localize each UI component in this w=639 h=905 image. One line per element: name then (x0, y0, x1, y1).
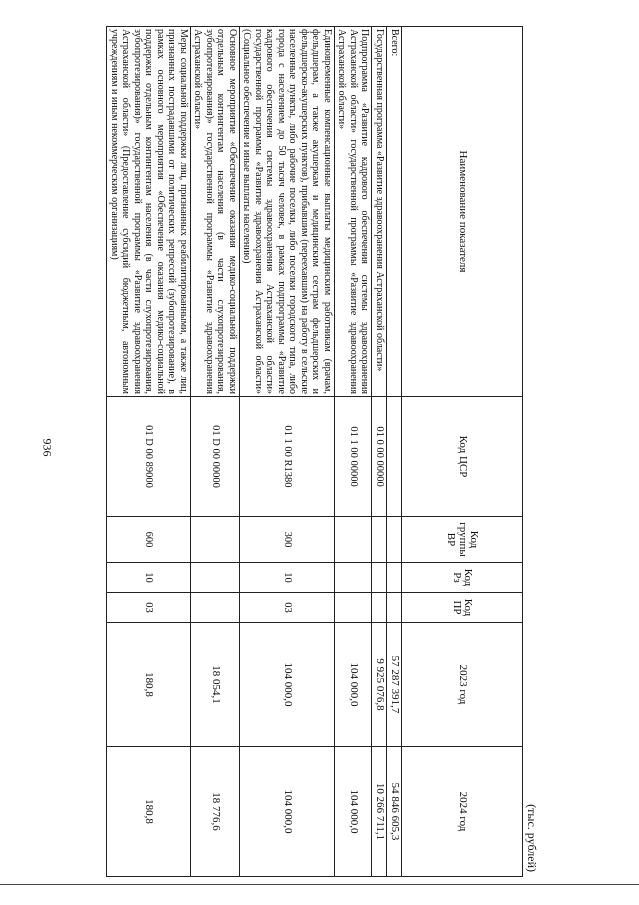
row-name: Меры социальной поддержки лиц, признанных реабилитированными, а также лиц, признанных пострадавшими от политических репрессий (зубопротезирование), в рамках основного мероприятия «Обеспечение оказания медико-социальной поддержки отдельным контингентам населения (в части слухопротезирования, зубопротезирования)» государственной программы «Развитие здравоохранения Астраханской области» (Предоставление субсидий бюджетным, автономным учреждениям и иным некоммерческим организациям) (107, 27, 191, 397)
row-vr: 300 (240, 517, 335, 563)
row-2023: 9 925 076,8 (372, 623, 387, 747)
row-vr (191, 517, 240, 563)
row-vr (372, 517, 387, 563)
row-name: Государственная программа «Развитие здравоохранения Астраханской области» (372, 27, 387, 397)
table-row (191, 27, 240, 877)
table-row (372, 27, 387, 877)
row-rz (191, 563, 240, 593)
row-csr: 01 0 00 00000 (372, 397, 387, 517)
header-name: Наименование показателя (402, 27, 523, 397)
row-2024: 10 266 711,1 (372, 747, 387, 877)
row-csr: 01 1 00 R1380 (240, 397, 335, 517)
row-rz: 10 (240, 563, 335, 593)
row-rz (335, 563, 373, 593)
row-vr: 600 (107, 517, 191, 563)
rotated-page-content (85, 26, 545, 876)
row-2023: 57 287 391,7 (387, 623, 402, 747)
units-note: (тыс. рублей) (525, 804, 539, 872)
row-2024: 54 846 605,3 (387, 747, 402, 877)
header-2024: 2024 год (402, 747, 523, 877)
row-2023: 18 054,1 (191, 623, 240, 747)
row-pr: 03 (240, 593, 335, 623)
row-vr (387, 517, 402, 563)
row-pr: 03 (107, 593, 191, 623)
row-2024: 104 000,0 (335, 747, 373, 877)
row-rz (372, 563, 387, 593)
row-2024: 18 776,6 (191, 747, 240, 877)
row-rz (387, 563, 402, 593)
header-csr: Код ЦСР (402, 397, 523, 517)
row-2024: 180,8 (107, 747, 191, 877)
row-name: Всего: (387, 27, 402, 397)
header-rz: Код Рз (402, 563, 523, 593)
table-row (387, 27, 402, 877)
table-header-row (402, 27, 523, 877)
row-2023: 104 000,0 (240, 623, 335, 747)
row-pr (372, 593, 387, 623)
row-csr: 01 D 00 89000 (107, 397, 191, 517)
row-2023: 180,8 (107, 623, 191, 747)
table-row (107, 27, 191, 877)
table-row (335, 27, 373, 877)
header-vr: Код группы ВР (402, 517, 523, 563)
row-name: Подпрограмма «Развитие кадрового обеспечения системы здравоохранения Астраханской области» государственной программы «Развитие здравоохранения Астраханской области» (335, 27, 373, 397)
row-csr (387, 397, 402, 517)
footer-divider (0, 884, 639, 885)
page-number: 936 (40, 438, 55, 457)
row-csr: 01 D 00 00000 (191, 397, 240, 517)
row-2024: 104 000,0 (240, 747, 335, 877)
row-vr (335, 517, 373, 563)
row-pr (335, 593, 373, 623)
budget-table (107, 26, 524, 877)
header-pr: Код ПР (402, 593, 523, 623)
row-name: Единовременные компенсационные выплаты медицинским работникам (врачам, фельдшерам, а также акушеркам и медицинским сестрам фельдшерских и фельдшерско-акушерских пунктов), прибывшим (переехавшим) на работу в сельские населенные пункты, либо рабочие поселки, либо поселки городского типа, либо города с населением до 50 тысяч человек, в рамках подпрограммы «Развитие кадрового обеспечения системы здравоохранения Астраханской области» государственной программы «Развитие здравоохранения Астраханской области» (Социальное обеспечение и иные выплаты населению) (240, 27, 335, 397)
row-2023: 104 000,0 (335, 623, 373, 747)
row-pr (387, 593, 402, 623)
header-2023: 2023 год (402, 623, 523, 747)
row-rz: 10 (107, 563, 191, 593)
table-row (240, 27, 335, 877)
row-pr (191, 593, 240, 623)
row-csr: 01 1 00 00000 (335, 397, 373, 517)
row-name: Основное мероприятие «Обеспечение оказания медико-социальной поддержки отдельным контингентам населения (в части слухопротезирования, зубопротезирования)» государственной программы «Развитие здравоохранения Астраханской области» (191, 27, 240, 397)
